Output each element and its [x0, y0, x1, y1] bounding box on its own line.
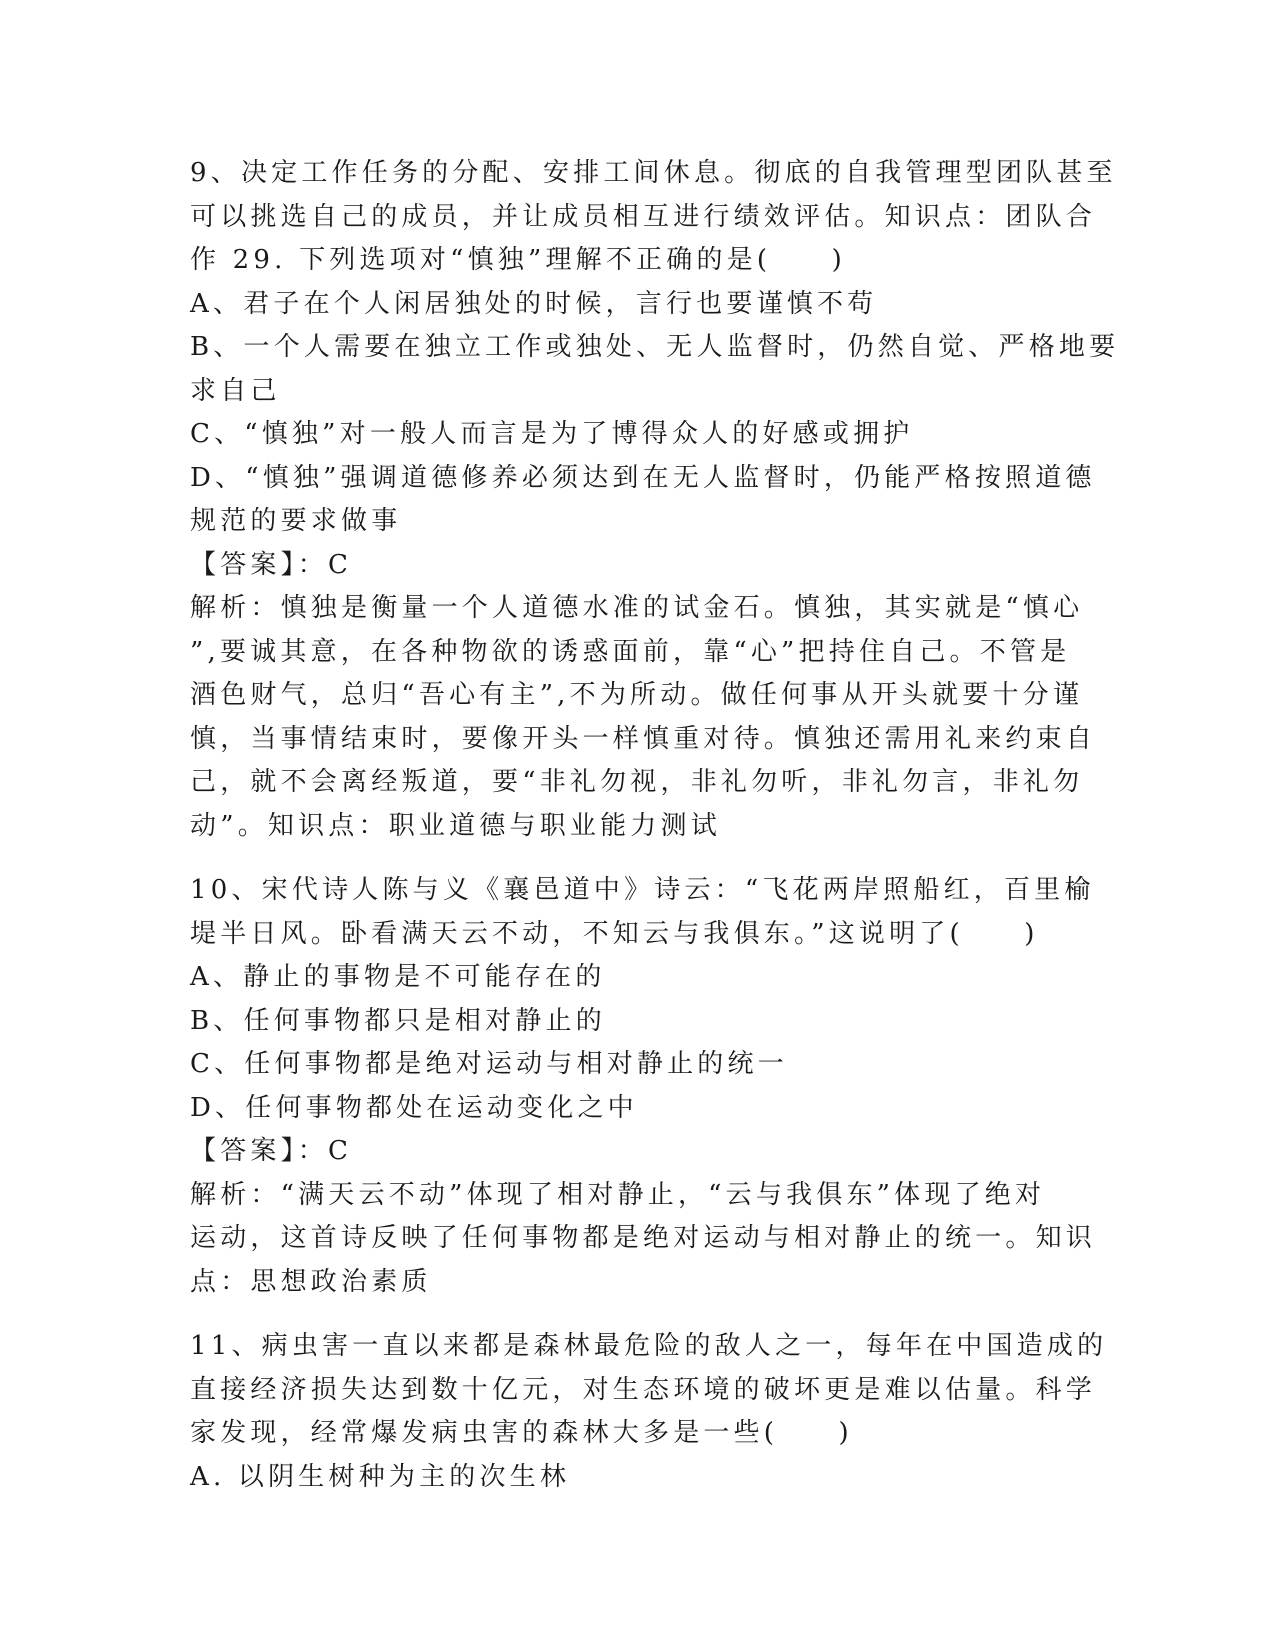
option-d-continued: 规范的要求做事	[190, 506, 402, 536]
text-line: 9、决定工作任务的分配、安排工间休息。彻底的自我管理型团队甚至	[190, 158, 1117, 188]
answer-label: 【答案】：C	[190, 1136, 353, 1166]
option-d: D、“慎独”强调道德修养必须达到在无人监督时，仍能严格按照道德	[190, 462, 1096, 493]
analysis-line: 解析：“满天云不动”体现了相对静止，“云与我俱东”体现了绝对	[190, 1179, 1046, 1210]
answer-label: 【答案】：C	[190, 549, 353, 580]
document-page	[190, 152, 1120, 1499]
option-b: B、任何事物都只是相对静止的	[190, 1005, 606, 1036]
question-title: 10、宋代诗人陈与义《襄邑道中》诗云：“飞花两岸照船红，百里榆	[190, 875, 1095, 905]
analysis-line: 点：思想政治素质	[190, 1266, 432, 1297]
option-c: C、任何事物都是绝对运动与相对静止的统一	[190, 1049, 788, 1079]
analysis-line: 酒色财气，总归“吾心有主”,不为所动。做任何事从开头就要十分谨	[190, 680, 1084, 710]
question-title: 作 29. 下列选项对“慎独”理解不正确的是( )	[190, 245, 846, 275]
block-spacer	[190, 1304, 1090, 1325]
option-b-continued: 求自己	[190, 375, 281, 406]
analysis-line: 己，就不会离经叛道，要“非礼勿视，非礼勿听，非礼勿言，非礼勿	[190, 767, 1084, 797]
question-title-continued: 直接经济损失达到数十亿元，对生态环境的破坏更是难以估量。科学	[190, 1374, 1097, 1405]
option-a: A、静止的事物是不可能存在的	[190, 962, 606, 992]
option-a: A、君子在个人闲居独处的时候，言行也要谨慎不苟	[190, 288, 878, 319]
question-title: 11、病虫害一直以来都是森林最危险的敌人之一，每年在中国造成的	[190, 1331, 1108, 1361]
analysis-line: 运动，这首诗反映了任何事物都是绝对运动与相对静止的统一。知识	[190, 1223, 1097, 1253]
analysis-line: 解析：慎独是衡量一个人道德水准的试金石。慎独，其实就是“慎心	[190, 593, 1084, 623]
option-b: B、一个人需要在独立工作或独处、无人监督时，仍然自觉、严格地要	[190, 332, 1120, 362]
option-c: C、“慎独”对一般人而言是为了博得众人的好感或拥护	[190, 419, 914, 449]
question-block-10	[190, 869, 1097, 1304]
block-spacer	[190, 848, 1090, 869]
analysis-line: 慎，当事情结束时，要像开头一样慎重对待。慎独还需用礼来约束自	[190, 723, 1097, 754]
question-title-continued: 堤半日风。卧看满天云不动，不知云与我俱东。”这说明了( )	[190, 918, 1039, 949]
question-block-11	[190, 1325, 1108, 1499]
analysis-line: ”,要诚其意，在各种物欲的诱惑面前，靠“心”把持住自己。不管是	[190, 636, 1071, 667]
analysis-line: 动”。知识点：职业道德与职业能力测试	[190, 810, 721, 841]
question-block-9	[190, 152, 1120, 848]
option-a: A. 以阴生树种为主的次生林	[190, 1461, 571, 1492]
option-d: D、任何事物都处在运动变化之中	[190, 1092, 638, 1123]
text-line: 可以挑选自己的成员，并让成员相互进行绩效评估。知识点：团队合	[190, 201, 1097, 232]
question-title-continued: 家发现，经常爆发病虫害的森林大多是一些( )	[190, 1418, 853, 1448]
